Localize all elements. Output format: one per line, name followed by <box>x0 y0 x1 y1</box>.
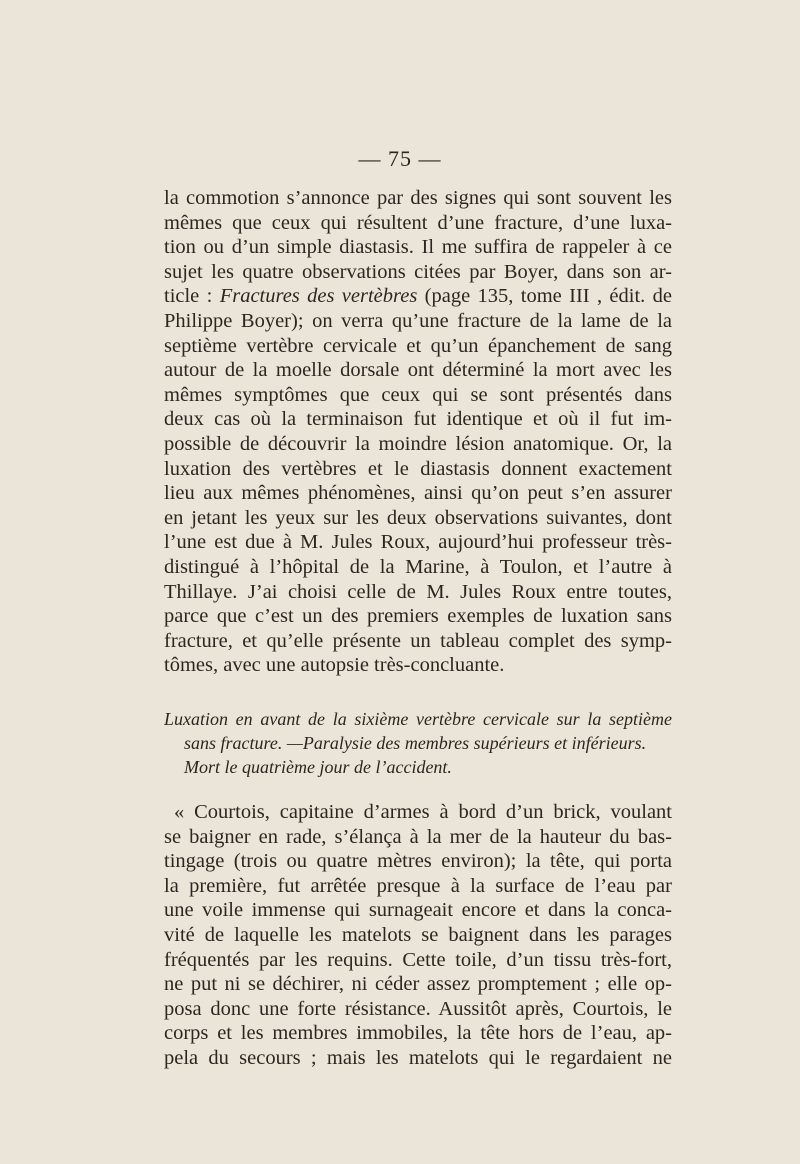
paragraph-commotion <box>164 186 672 678</box>
text-line: septième vertèbre cervicale et qu’un épanchement de sang <box>164 334 672 357</box>
text-line: tingage (trois ou quatre mètres environ); la tête, qui porta <box>164 850 672 873</box>
text-line: une voile immense qui surnageait encore et dans la conca- <box>164 899 672 922</box>
text-line: deux cas où la terminaison fut identique et où il fut im- <box>164 408 672 431</box>
text-line: fracture, et qu’elle présente un tableau complet des symp- <box>164 629 672 652</box>
text-line: ne put ni se déchirer, ni céder assez promptement ; elle op- <box>164 973 672 996</box>
heading-line: sans fracture. —Paralysie des membres supérieurs et inférieurs. <box>184 733 647 753</box>
text-line: en jetant les yeux sur les deux observations suivantes, dont <box>164 506 672 529</box>
text-line: Thillaye. J’ai choisi celle de M. Jules Roux entre toutes, <box>164 580 672 603</box>
text-line: autour de la moelle dorsale ont déterminé la mort avec les <box>164 359 672 382</box>
page-number: — 75 — <box>358 146 442 171</box>
paragraph-courtois <box>164 800 672 1071</box>
text-line: vité de laquelle les matelots se baignent dans les parages <box>164 923 672 946</box>
text-line: Philippe Boyer); on verra qu’une fracture de la lame de la <box>164 309 672 332</box>
text-run: (page 135, tome III , édit. de <box>417 285 672 308</box>
text-line: luxation des vertèbres et le diastasis donnent exactement <box>164 457 672 480</box>
text-line: tion ou d’un simple diastasis. Il me suffira de rappeler à ce <box>164 236 672 259</box>
text-line: parce que c’est un des premiers exemples de luxation sans <box>164 605 672 628</box>
text-line: la commotion s’annonce par des signes qui sont souvent les <box>164 187 672 209</box>
text-line: sujet les quatre observations citées par Boyer, dans son ar- <box>164 260 672 283</box>
heading-line: Mort le quatrième jour de l’accident. <box>184 757 452 777</box>
text-line: corps et les membres immobiles, la tête hors de l’eau, ap- <box>164 1022 672 1045</box>
text-line: l’une est due à M. Jules Roux, aujourd’hui professeur très- <box>164 531 672 554</box>
text-line: pela du secours ; mais les matelots qui le regardaient ne <box>164 1046 672 1069</box>
text-line <box>164 284 672 309</box>
text-line: fréquentés par les requins. Cette toile, d’un tissu très-fort, <box>164 948 672 971</box>
text-line: « Courtois, capitaine d’armes à bord d’un brick, voulant <box>174 801 672 823</box>
section-heading <box>164 707 672 779</box>
text-line: lieu aux mêmes phénomènes, ainsi qu’on peut s’en assurer <box>164 482 672 505</box>
text-line: mêmes symptômes que ceux qui se sont présentés dans <box>164 383 672 406</box>
text-line: distingué à l’hôpital de la Marine, à Toulon, et l’autre à <box>164 555 672 578</box>
text-line: posa donc une forte résistance. Aussitôt après, Courtois, le <box>164 997 672 1020</box>
cited-article-title: Fractures des vertèbres <box>219 285 418 308</box>
text-line: se baigner en rade, s’élança à la mer de la hauteur du bas- <box>164 825 672 848</box>
text-line: mêmes que ceux qui résultent d’une fracture, d’une luxa- <box>164 211 672 234</box>
text-line: tômes, avec une autopsie très-concluante. <box>164 654 505 677</box>
text-line: la première, fut arrêtée presque à la surface de l’eau par <box>164 874 672 897</box>
text-line: possible de découvrir la moindre lésion anatomique. Or, la <box>164 432 672 455</box>
text-run: ticle : <box>164 285 220 308</box>
heading-line: Luxation en avant de la sixième vertèbre cervicale sur la septième <box>164 709 672 729</box>
